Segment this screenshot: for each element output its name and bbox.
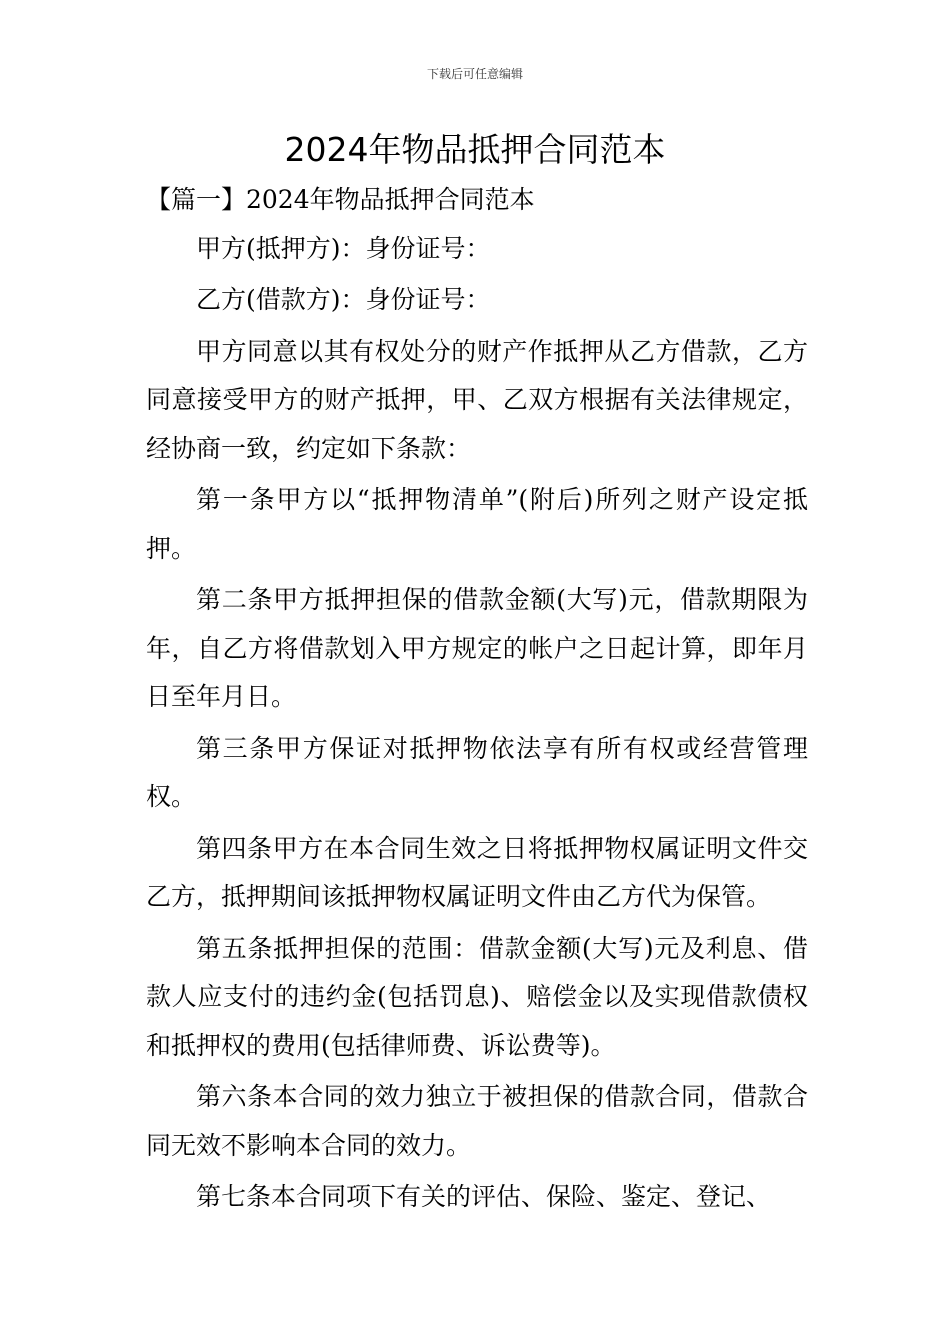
paragraph-intro: 甲方同意以其有权处分的财产作抵押从乙方借款，乙方同意接受甲方的财产抵押，甲、乙双方根据有关法律规定，经协商一致，约定如下条款： (146, 336, 808, 463)
paragraph-article-3: 第三条甲方保证对抵押物依法享有所有权或经营管理权。 (146, 733, 808, 811)
paragraph-article-4: 第四条甲方在本合同生效之日将抵押物权属证明文件交乙方，抵押期间该抵押物权属证明文件由乙方代为保管。 (146, 833, 808, 911)
paragraph-article-6: 第六条本合同的效力独立于被担保的借款合同，借款合同无效不影响本合同的效力。 (146, 1082, 808, 1160)
paragraph-article-1: 第一条甲方以“抵押物清单”(附后)所列之财产设定抵押。 (146, 485, 808, 563)
paragraph-article-7: 第七条本合同项下有关的评估、保险、鉴定、登记、 (196, 1182, 772, 1211)
header-note: 下载后可任意编辑 (426, 67, 523, 81)
paragraph-party-a: 甲方(抵押方)：身份证号： (196, 233, 491, 263)
section-heading: 【篇一】2024年物品抵押合同范本 (146, 185, 535, 214)
document-body (146, 176, 808, 1225)
document-title: 2024年物品抵押合同范本 (284, 130, 666, 169)
paragraph-article-5: 第五条抵押担保的范围：借款金额(大写)元及利息、借款人应支付的违约金(包括罚息)、赔偿金以及实现借款债权和抵押权的费用(包括律师费、诉讼费等)。 (146, 933, 808, 1060)
paragraph-party-b: 乙方(借款方)：身份证号： (196, 285, 491, 314)
paragraph-article-2: 第二条甲方抵押担保的借款金额(大写)元，借款期限为年，自乙方将借款划入甲方规定的帐户之日起计算，即年月日至年月日。 (146, 585, 808, 711)
